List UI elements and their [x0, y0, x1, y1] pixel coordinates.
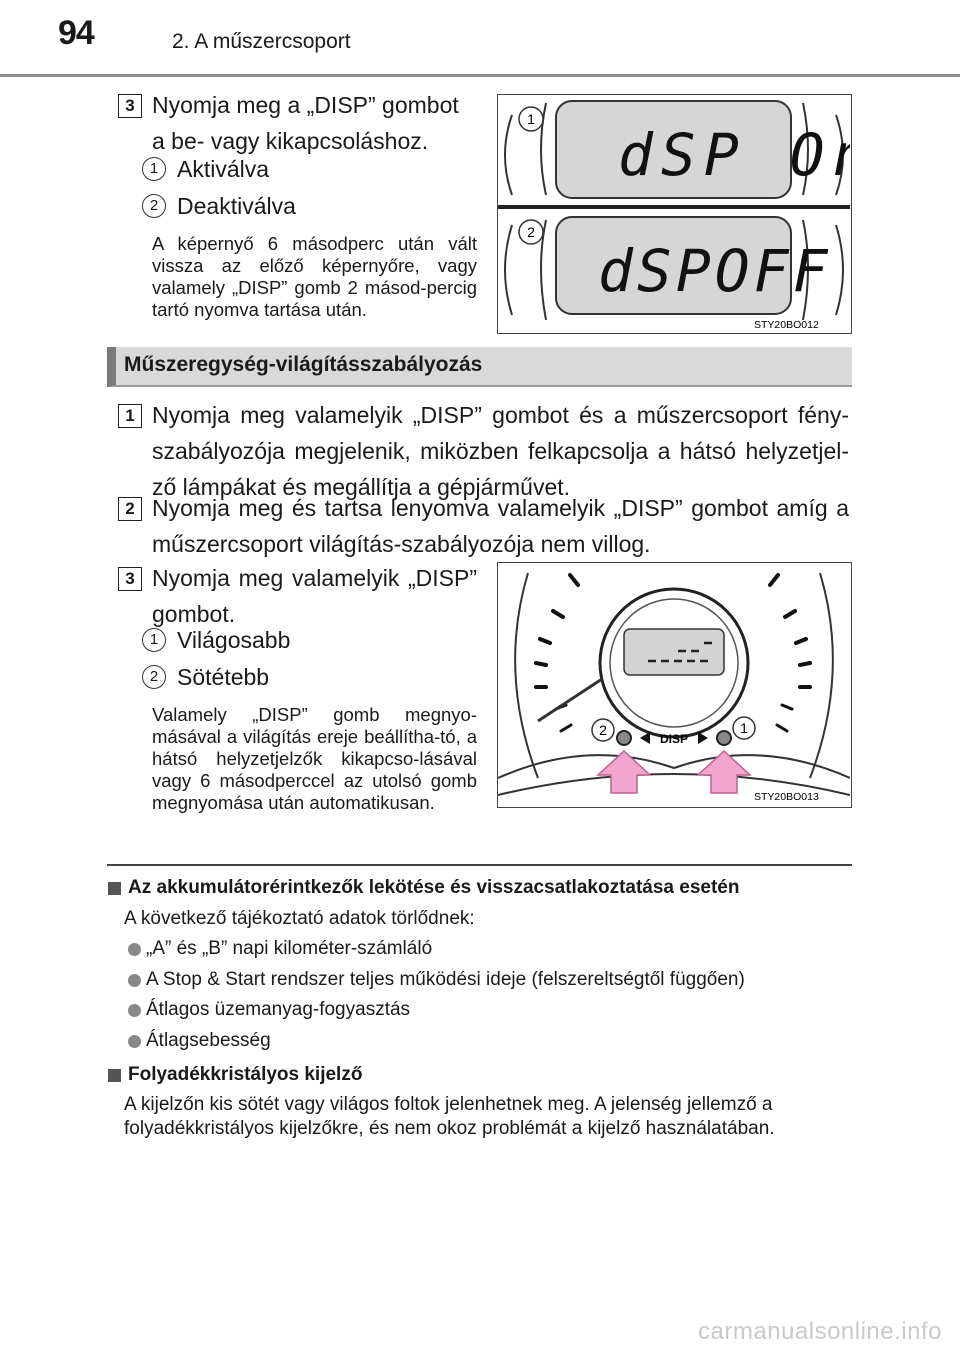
gauge-figure — [497, 562, 852, 808]
list-item: Átlagos üzemanyag-fogyasztás — [146, 999, 411, 1020]
step-number-box: 2 — [118, 497, 142, 521]
display-figure — [497, 94, 852, 334]
step-text: Nyomja meg és tartsa lenyomva valamelyik „DISP” gombot amíg a műszercsoport világítás-szabályozója nem villog. — [152, 495, 849, 557]
note-text: A kijelzőn kis sötét vagy világos foltok jelenhetnek meg. A jelenség jellemző a folyadékkristályos kijelzőkre, és nem okoz problémát a kijelző használatában. — [124, 1094, 775, 1139]
callout-number: 2 — [527, 224, 535, 240]
bullet-dot — [128, 1035, 141, 1048]
watermark: carmanualsonline.info — [698, 1318, 942, 1345]
item-number-circle: 2 — [142, 194, 166, 218]
item-label: Deaktiválva — [177, 193, 296, 219]
item-number-circle: 1 — [142, 157, 166, 181]
item-number-circle: 1 — [142, 628, 166, 652]
step-note: A képernyő 6 másodperc után vált vissza az előző képernyőre, vagy valamely „DISP” gomb 2 másod-percig tartó nyomva tartása után. — [152, 233, 477, 320]
section-title: Műszeregység-világításszabályozás — [124, 353, 483, 376]
step-text: Nyomja meg a „DISP” gombot a be- vagy kikapcsoláshoz. — [152, 92, 459, 154]
chapter-title: 2. A műszercsoport — [172, 30, 351, 53]
gauge-illustration — [498, 563, 850, 806]
bullet-dot — [128, 943, 141, 956]
step-text: Nyomja meg valamelyik „DISP” gombot. — [152, 565, 477, 627]
header-divider — [0, 74, 960, 77]
step-number-box: 1 — [118, 404, 142, 428]
note-intro: A következő tájékoztató adatok törlődnek: — [124, 908, 475, 929]
item-number-circle: 2 — [142, 665, 166, 689]
note-bullet-square — [108, 882, 121, 895]
page-number: 94 — [58, 14, 94, 52]
notes-divider — [107, 864, 852, 866]
disp-label: DISP — [659, 732, 689, 746]
step-text: Nyomja meg valamelyik „DISP” gombot és a műszercsoport fény-szabályozója megjelenik, miközben felkapcsolja a hátsó helyzetjel-ző lámpákat és megállítja a gépjárművet. — [152, 402, 849, 500]
figure-code: STY20BO012 — [754, 319, 819, 331]
item-label: Aktiválva — [177, 156, 270, 182]
bullet-dot — [128, 974, 141, 987]
callout-number: 2 — [599, 722, 607, 738]
item-label: Világosabb — [177, 627, 291, 653]
note-title: Folyadékkristályos kijelző — [128, 1064, 363, 1085]
list-item: Átlagsebesség — [146, 1030, 271, 1051]
note-bullet-square — [108, 1069, 121, 1082]
callout-number: 1 — [740, 720, 748, 736]
list-item: A Stop & Start rendszer teljes működési ideje (felszereltségtől függően) — [146, 969, 745, 990]
display-illustration — [498, 95, 850, 332]
callout-number: 1 — [527, 111, 535, 127]
lcd-text-on: dSP On — [618, 121, 850, 189]
bullet-dot — [128, 1004, 141, 1017]
step-number-box: 3 — [118, 94, 142, 118]
note-title: Az akkumulátorérintkezők lekötése és visszacsatlakoztatása esetén — [128, 877, 740, 898]
lcd-text-off: dSPOFF — [598, 237, 832, 305]
step-note: Valamely „DISP” gomb megnyo-másával a világítás ereje beállítha-tó, a hátsó helyzetjelzők kikapcso-lásával vagy 6 másodperccel az utolsó gomb megnyomása után automatikusan. — [152, 704, 477, 813]
item-label: Sötétebb — [177, 664, 270, 690]
figure-code: STY20BO013 — [754, 791, 819, 803]
list-item: „A” és „B” napi kilométer-számláló — [146, 938, 433, 959]
step-number-box: 3 — [118, 567, 142, 591]
